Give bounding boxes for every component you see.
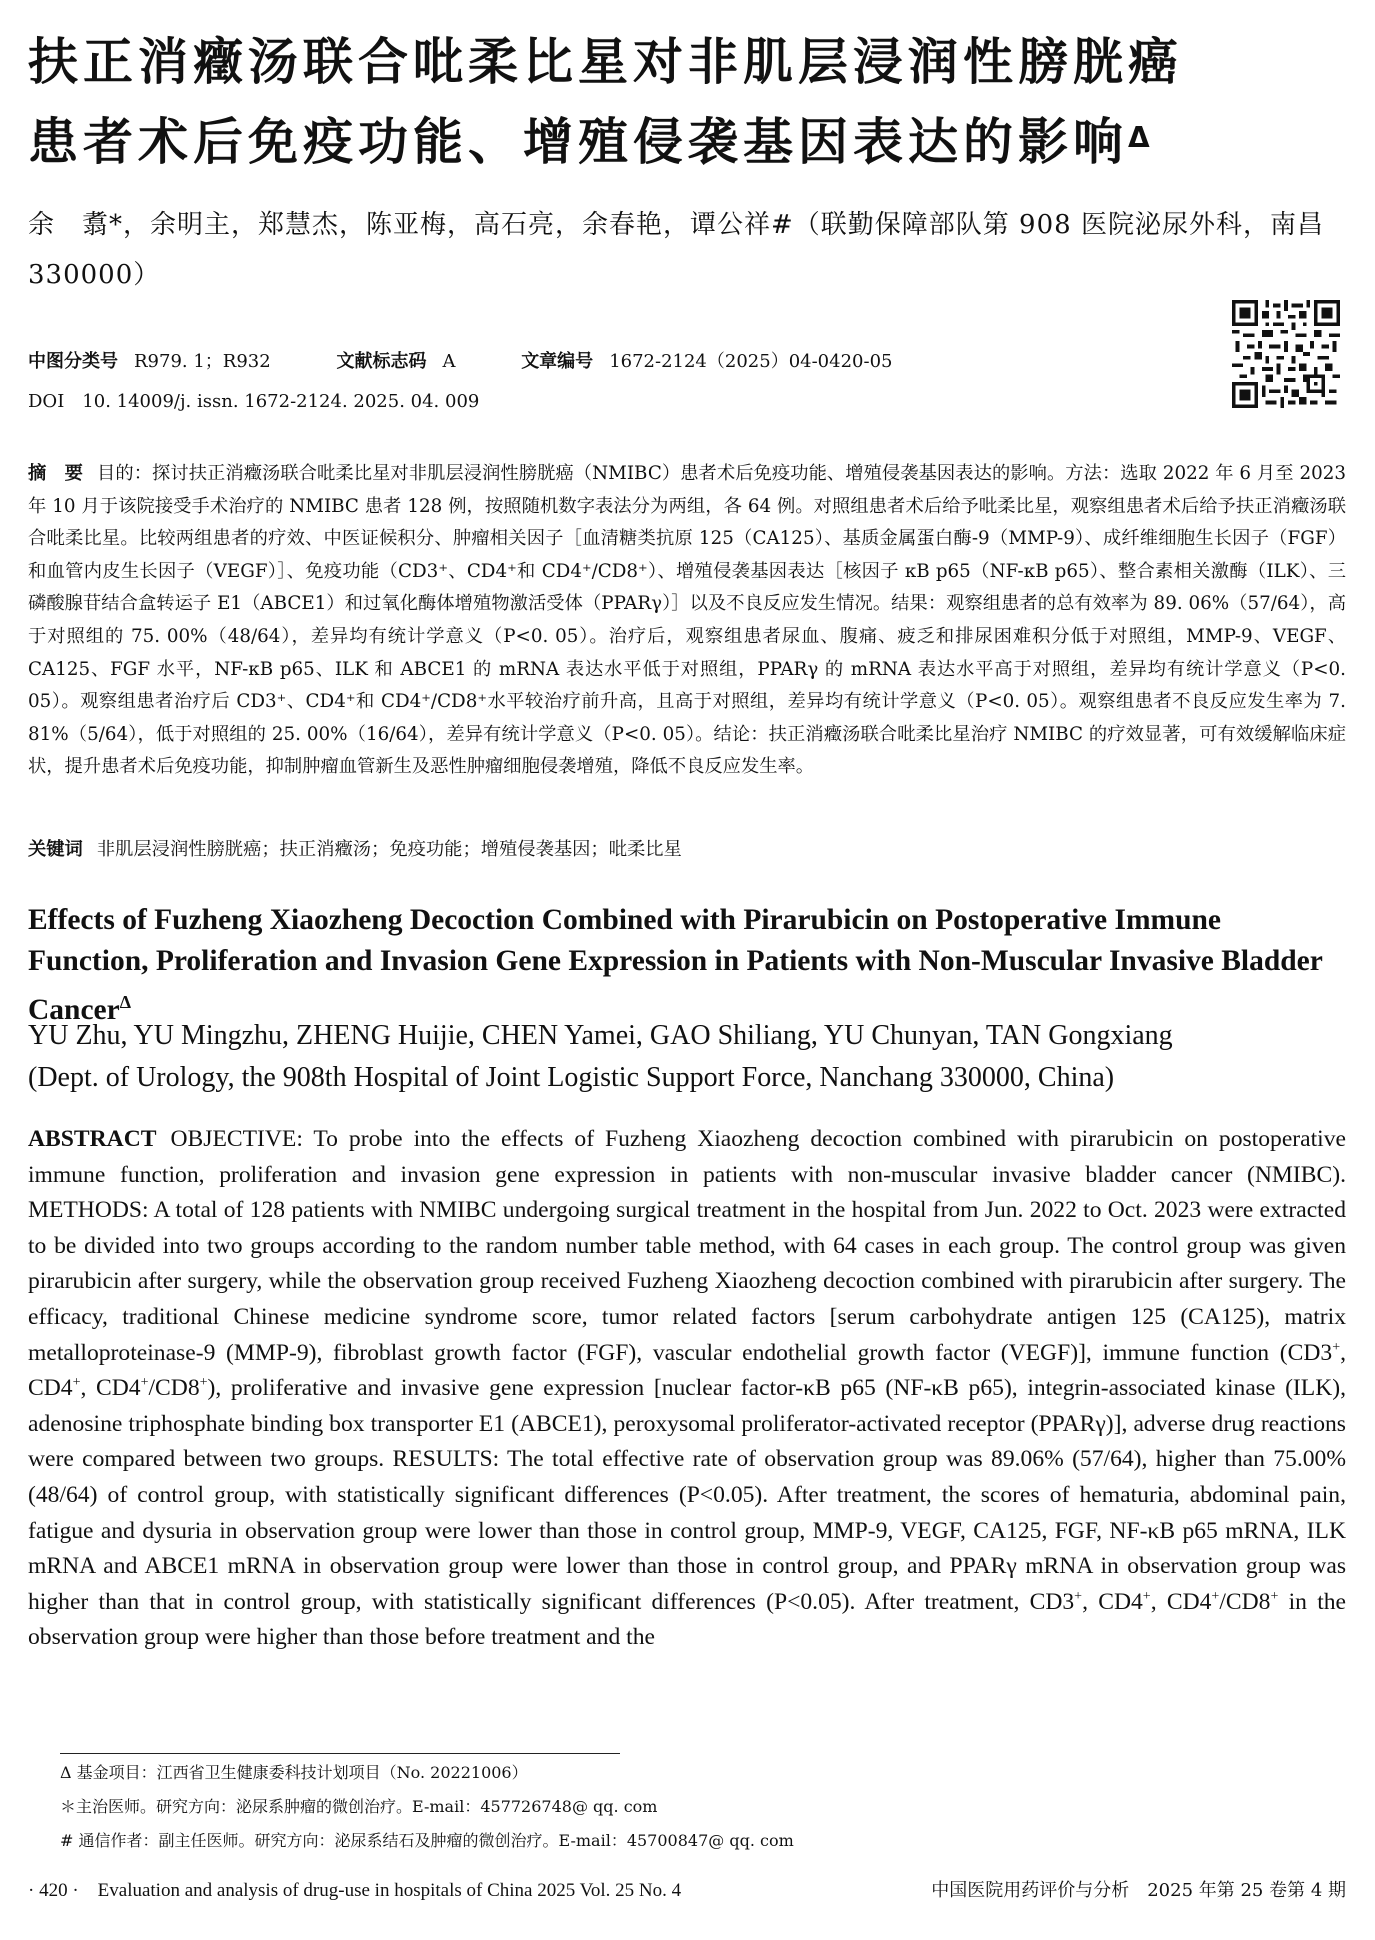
chinese-abstract-label: 摘 要 <box>28 463 84 484</box>
funding-marker: Δ <box>1128 121 1155 154</box>
chinese-keywords-text: 非肌层浸润性膀胱癌；扶正消癥汤；免疫功能；增殖侵袭基因；吡柔比星 <box>96 839 682 860</box>
english-abstract-label: ABSTRACT <box>28 1126 157 1152</box>
english-abstract-text-6: , CD4 <box>1082 1588 1143 1615</box>
footnote-first-author: ＊主治医师。研究方向：泌尿系肿瘤的微创治疗。E-mail：457726748@ qq. com <box>60 1797 658 1816</box>
doc-code-value: A <box>442 351 456 372</box>
english-abstract-text-9: in the observation group were higher than those before treatment and the <box>28 1588 1347 1651</box>
footnote-corresponding-author: # 通信作者：副主任医师。研究方向：泌尿系结石及肿瘤的微创治疗。E-mail：45700847@ qq. com <box>60 1831 794 1850</box>
doi: DOI 10. 14009/j. issn. 1672-2124. 2025. 04. 009 <box>28 391 480 412</box>
doc-code-label: 文献标志码 <box>336 351 427 372</box>
doc-code-group <box>336 342 455 382</box>
footnotes <box>60 1756 794 1858</box>
english-abstract-text-3: , CD4 <box>80 1375 141 1402</box>
english-abstract-text-4: /CD8 <box>148 1375 200 1402</box>
article-number-label: 文章编号 <box>521 351 594 372</box>
chinese-abstract-text: 目的：探讨扶正消癥汤联合吡柔比星对非肌层浸润性膀胱癌（NMIBC）患者术后免疫功能、增殖侵袭基因表达的影响。方法：选取 2022 年 6 月至 2023 年 10 月于该院接受手术治疗的 NMIBC 患者 128 例，按照随机数字表法分为两组，各 64 例。对照组患者术后给予吡柔比星，观察组患者术后给予扶正消癥汤联合吡柔比星。比较两组患者的疗效、中医证候积分、肿瘤相关因子［血清糖类抗原 125（CA125）、基质金属蛋白酶-9（MMP-9）、成纤维细胞生长因子（FGF）和血管内皮生长因子（VEGF）］、免疫功能（CD3⁺、CD4⁺和 CD4⁺/CD8⁺）、增殖侵袭基因表达［核因子 κB p65（NF-κB p65）、整合素相关激酶（ILK）、三磷酸腺苷结合盒转运子 E1（ABCE1）和过氧化酶体增殖物激活受体（PPARγ）］以及不良反应发生情况。结果：观察组患者的总有效率为 89. 06%（57/64），高于对照组的 75. 00%（48/64），差异均有统计学意义（P<0. 05）。治疗后，观察组患者尿血、腹痛、疲乏和排尿困难积分低于对照组，MMP-9、VEGF、CA125、FGF 水平，NF-κB p65、ILK 和 ABCE1 的 mRNA 表达水平低于对照组，PPARγ 的 mRNA 表达水平高于对照组，差异均有统计学意义（P<0. 05）。观察组患者治疗后 CD3⁺、CD4⁺和 CD4⁺/CD8⁺水平较治疗前升高，且高于对照组，差异均有统计学意义（P<0. 05）。观察组患者不良反应发生率为 7. 81%（5/64），低于对照组的 25. 00%（16/64），差异有统计学意义（P<0. 05）。结论：扶正消癥汤联合吡柔比星治疗 NMIBC 的疗效显著，可有效缓解临床症状，提升患者术后免疫功能，抑制肿瘤血管新生及恶性肿瘤细胞侵袭增殖，降低不良反应发生率。 <box>28 463 1346 778</box>
superscript: + <box>1211 1588 1220 1604</box>
superscript: + <box>1142 1588 1151 1604</box>
english-abstract-text-8: /CD8 <box>1219 1588 1271 1615</box>
footnote-fund: Δ 基金项目：江西省卫生健康委科技计划项目（No. 20221006） <box>60 1763 528 1782</box>
footnote-divider <box>60 1753 620 1754</box>
english-author-names: YU Zhu, YU Mingzhu, ZHENG Huijie, CHEN Yamei, GAO Shiliang, YU Chunyan, TAN Gongxiang <box>28 1020 1173 1051</box>
superscript: + <box>72 1375 81 1391</box>
english-authors <box>28 1015 1348 1099</box>
superscript: + <box>1270 1588 1279 1604</box>
chinese-title-line-1: 扶正消癥汤联合吡柔比星对非肌层浸润性膀胱癌 <box>28 33 1183 91</box>
clc-group <box>28 342 271 382</box>
footer-journal-english: · 420 · Evaluation and analysis of drug-use in hospitals of China 2025 Vol. 25 No. 4 <box>28 1880 682 1901</box>
chinese-abstract <box>28 458 1346 784</box>
chinese-keywords-label: 关键词 <box>28 839 83 860</box>
english-abstract-text-2: , CD4 <box>28 1339 1346 1402</box>
english-title <box>28 900 1346 1031</box>
superscript: + <box>1074 1588 1083 1604</box>
superscript: + <box>140 1375 149 1391</box>
article-number-value: 1672-2124（2025）04-0420-05 <box>609 351 893 372</box>
chinese-authors: 余 翥*，余明主，郑慧杰，陈亚梅，高石亮，余春艳，谭公祥#（联勤保障部队第 908 医院泌尿外科，南昌 330000） <box>28 210 1324 290</box>
clc-value: R979. 1；R932 <box>134 351 271 372</box>
english-funding-marker: Δ <box>119 992 132 1012</box>
chinese-title-line-2-text: 患者术后免疫功能、增殖侵袭基因表达的影响 <box>28 113 1128 171</box>
chinese-keywords <box>28 834 1346 866</box>
classification-row <box>28 342 952 382</box>
english-title-text: Effects of Fuzheng Xiaozheng Decoction Combined with Pirarubicin on Postoperative Immune Function, Proliferation and Invasion Gene Expression in Patients with Non-Muscular Invasive Bladder Cancer <box>28 904 1323 1026</box>
english-abstract <box>28 1122 1346 1656</box>
article-number-group <box>521 342 892 382</box>
chinese-title <box>28 22 1348 182</box>
chinese-title-line-2 <box>28 102 1348 182</box>
english-abstract-text-5: ), proliferative and invasive gene expression [nuclear factor-κB p65 (NF-κB p65), integrin-associated kinase (ILK), adenosine triphosphate binding box transporter E1 (ABCE1), peroxysomal proliferator-activated receptor (PPARγ)], adverse drug reactions were compared between two groups. RESULTS: The total effective rate of observation group was 89.06% (57/64), higher than 75.00% (48/64) of control group, with statistically significant differences (P<0.05). After treatment, the scores of hematuria, abdominal pain, fatigue and dysuria in observation group were lower than those in control group, MMP-9, VEGF, CA125, FGF, NF-κB p65 mRNA, ILK mRNA and ABCE1 mRNA in observation group were lower than those in control group, and PPARγ mRNA in observation group was higher than that in control group, with statistically significant differences (P<0.05). After treatment, CD3 <box>28 1375 1346 1615</box>
superscript: + <box>199 1375 208 1391</box>
article-metadata <box>28 342 952 422</box>
english-affiliation: (Dept. of Urology, the 908th Hospital of Joint Logistic Support Force, Nanchang 330000, China) <box>28 1062 1115 1093</box>
english-abstract-text-7: , CD4 <box>1150 1588 1212 1615</box>
english-abstract-text-1: OBJECTIVE: To probe into the effects of Fuzheng Xiaozheng decoction combined with pirarubicin on postoperative immune function, proliferation and invasion gene expression in patients with non-muscular invasive bladder cancer (NMIBC). METHODS: A total of 128 patients with NMIBC undergoing surgical treatment in the hospital from Jun. 2022 to Oct. 2023 were extracted to be divided into two groups according to the random number table method, with 64 cases in each group. The control group was given pirarubicin after surgery, while the observation group received Fuzheng Xiaozheng decoction combined with pirarubicin after surgery. The efficacy, traditional Chinese medicine syndrome score, tumor related factors [serum carbohydrate antigen 125 (CA125), matrix metalloproteinase-9 (MMP-9), fibroblast growth factor (FGF), vascular endothelial growth factor (VEGF)], immune function (CD3 <box>28 1126 1346 1366</box>
clc-label: 中图分类号 <box>28 351 118 372</box>
qr-code-icon <box>1232 300 1340 408</box>
footer-journal-chinese: 中国医院用药评价与分析 2025 年第 25 卷第 4 期 <box>931 1880 1346 1901</box>
superscript: + <box>1332 1339 1341 1355</box>
